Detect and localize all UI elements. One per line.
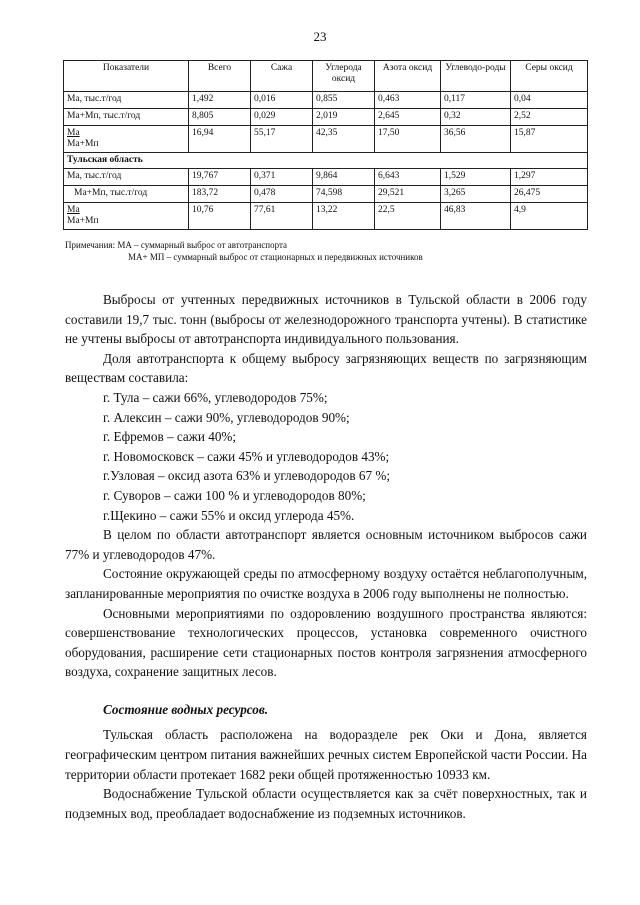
table-cell: 16,94 (189, 126, 251, 153)
row-label: Ма+Мп, тыс.т/год (64, 109, 189, 126)
table-cell: 0,463 (375, 92, 441, 109)
table-cell: 77,61 (251, 203, 313, 230)
row-label: Ма, тыс.т/год (64, 92, 189, 109)
ratio-denominator: Ма+Мп (67, 139, 99, 149)
table-cell: 15,87 (511, 126, 588, 153)
header-hydrocarbons: Углеводо-роды (441, 61, 511, 92)
table-cell: 6,643 (375, 169, 441, 186)
table-cell: 2,019 (313, 109, 375, 126)
list-item: г. Тула – сажи 66%, углеводородов 75%; (103, 389, 328, 405)
table-cell: 42,35 (313, 126, 375, 153)
header-nitrogen-oxide: Азота оксид (375, 61, 441, 92)
table-row (64, 126, 588, 153)
list-item: г. Суворов – сажи 100 % и углеводородов 80%; (103, 487, 366, 503)
table-cell: 0,32 (441, 109, 511, 126)
page-number: 23 (313, 29, 327, 44)
header-sulfur-oxide: Серы оксид (511, 61, 588, 92)
table-cell: 0,04 (511, 92, 588, 109)
city-share-list (65, 388, 587, 525)
list-item: г.Щекино – сажи 55% и оксид углерода 45%. (103, 507, 355, 523)
table-cell: 0,117 (441, 92, 511, 109)
table-cell: 0,029 (251, 109, 313, 126)
paragraph: В целом по области автотранспорт является основным источником выбросов сажи 77% и углеводородов 47%. (65, 527, 587, 562)
table-cell: 4,9 (511, 203, 588, 230)
table-cell: 36,56 (441, 126, 511, 153)
table-cell: 13,22 (313, 203, 375, 230)
table-header-row (64, 61, 588, 92)
table-cell: 46,83 (441, 203, 511, 230)
table-notes (65, 239, 423, 263)
table-row (64, 92, 588, 109)
table-cell: 0,855 (313, 92, 375, 109)
row-label: Ма, тыс.т/год (64, 169, 189, 186)
ratio-numerator: Ма (67, 205, 80, 215)
table-section-row (64, 153, 588, 169)
ratio-numerator: Ма (67, 128, 80, 138)
row-label-ratio (64, 126, 189, 153)
row-label: Ма+Мп, тыс.т/год (64, 186, 189, 203)
table-cell: 17,50 (375, 126, 441, 153)
table-cell: 10,76 (189, 203, 251, 230)
table-cell: 74,598 (313, 186, 375, 203)
table-cell: 183,72 (189, 186, 251, 203)
table-cell: 9,864 (313, 169, 375, 186)
table-row (64, 186, 588, 203)
paragraph: Состояние окружающей среды по атмосферному воздуху остаётся неблагополучным, запланированные мероприятия по очистке воздуха в 2006 году выполнены не полностью. (65, 566, 587, 601)
table-cell: 8,805 (189, 109, 251, 126)
paragraph: Доля автотранспорта к общему выбросу загрязняющих веществ по загрязняющим веществам составила: (65, 350, 587, 386)
table-cell: 1,297 (511, 169, 588, 186)
table-row (64, 203, 588, 230)
table-cell: 26,475 (511, 186, 588, 203)
list-item: г. Алексин – сажи 90%, углеводородов 90%; (103, 409, 350, 425)
table-cell: 22,5 (375, 203, 441, 230)
table-cell: 19,767 (189, 169, 251, 186)
paragraph: Основными мероприятиями по оздоровлению воздушного пространства являются: совершенствование технологических процессов, установка современного очистного оборудования, расширение сети стационарных постов контроля загрязнения атмосферного воздуха, сохранение защитных лесов. (65, 605, 587, 680)
header-indicators: Показатели (64, 61, 189, 92)
section-title: Тульская область (64, 153, 588, 169)
table-cell: 3,265 (441, 186, 511, 203)
list-item: г. Новомосковск – сажи 45% и углеводородов 43%; (103, 448, 390, 464)
table-cell: 1,492 (189, 92, 251, 109)
table-cell: 1,529 (441, 169, 511, 186)
emissions-table (63, 60, 588, 230)
header-total: Всего (189, 61, 251, 92)
paragraph: Водоснабжение Тульской области осуществляется как за счёт поверхностных, так и подземных вод, преобладает водоснабжение из подземных источников. (65, 786, 587, 821)
table-cell: 2,645 (375, 109, 441, 126)
ratio-denominator: Ма+Мп (67, 216, 99, 226)
list-item: г.Узловая – оксид азота 63% и углеводородов 67 %; (103, 468, 391, 484)
paragraph: Выбросы от учтенных передвижных источников в Тульской области в 2006 году составили 19,7 тыс. тонн (выбросы от железнодорожного транспорта учтены). В статистике не учтены выбросы от автотранспорта индивидуального пользования. (65, 292, 587, 347)
note-line-2: МА+ МП – суммарный выброс от стационарных и передвижных источников (128, 252, 423, 262)
table-row (64, 109, 588, 126)
list-item: г. Ефремов – сажи 40%; (103, 429, 237, 445)
header-soot: Сажа (251, 61, 313, 92)
table-cell: 2,52 (511, 109, 588, 126)
table-cell: 0,371 (251, 169, 313, 186)
table-cell: 0,016 (251, 92, 313, 109)
header-carbon-oxide: Углерода оксид (313, 61, 375, 92)
row-label-ratio (64, 203, 189, 230)
table-row (64, 169, 588, 186)
table-cell: 55,17 (251, 126, 313, 153)
section-heading: Состояние водных ресурсов. (103, 701, 269, 717)
note-line-1: Примечания: МА – суммарный выброс от автотранспорта (65, 240, 288, 250)
document-body (65, 290, 587, 823)
table-cell: 0,478 (251, 186, 313, 203)
table-cell: 29,521 (375, 186, 441, 203)
paragraph: Тульская область расположена на водоразделе рек Оки и Дона, является географическим центром питания важнейших речных систем Европейской части России. На территории области протекает 1682 реки общей протяженностью 10933 км. (65, 727, 587, 782)
